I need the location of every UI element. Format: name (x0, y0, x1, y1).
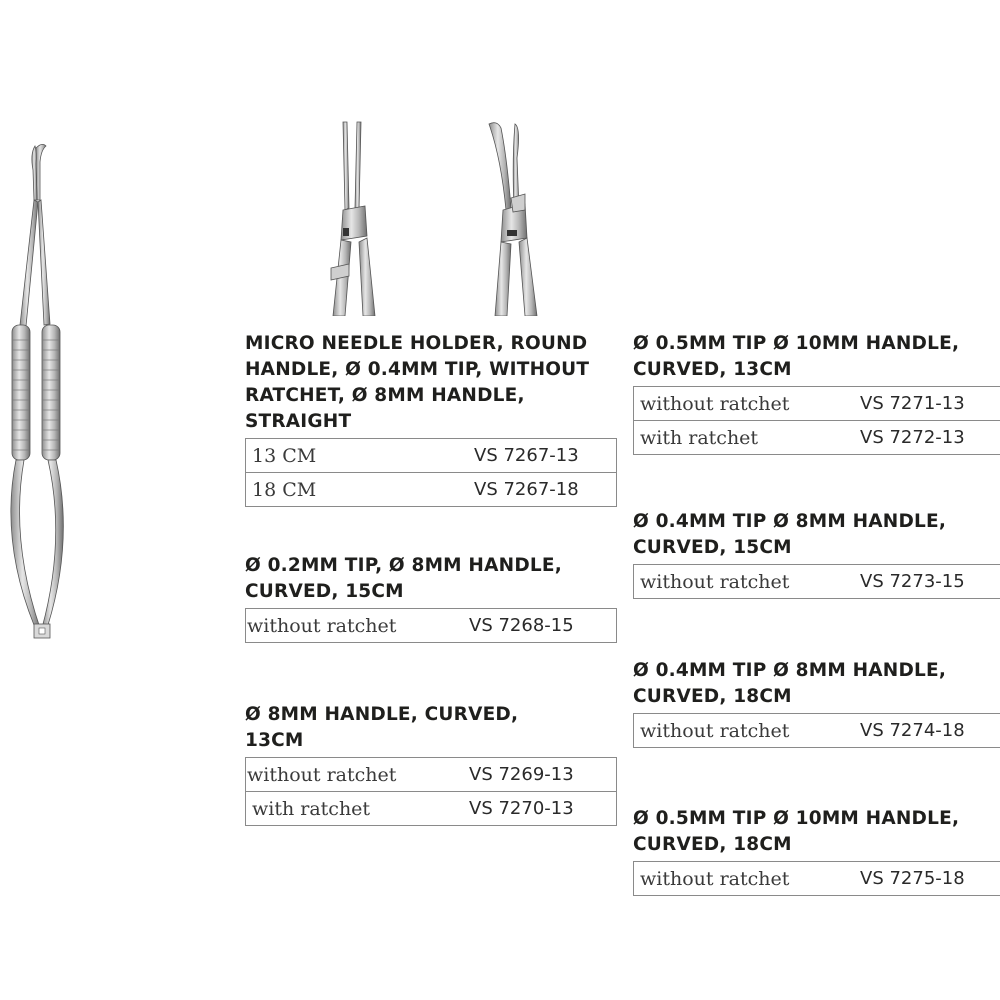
variant-code: VS 7269-13 (463, 758, 617, 792)
variant-code: VS 7268-15 (463, 609, 617, 643)
variant-code: VS 7275-18 (854, 862, 1000, 896)
product-heading: Ø 0.5MM TIP Ø 10MM HANDLE, CURVED, 18CM (633, 808, 960, 855)
variant-label: without ratchet (634, 714, 855, 748)
variant-label: 18 CM (246, 473, 469, 507)
product-block-7269 (245, 702, 617, 826)
variant-table (633, 713, 1000, 748)
variant-code: VS 7267-13 (468, 439, 617, 473)
table-row (634, 387, 1000, 421)
table-row (634, 862, 1000, 896)
product-block-7268 (245, 553, 617, 643)
straight-tip-closeup-illustration (325, 118, 385, 316)
variant-label: without ratchet (634, 387, 855, 421)
table-row (246, 792, 617, 826)
variant-code: VS 7274-18 (854, 714, 1000, 748)
table-row (634, 565, 1000, 599)
variant-table (633, 386, 1000, 455)
variant-table (633, 861, 1000, 896)
table-row (634, 421, 1000, 455)
product-heading: Ø 0.4MM TIP Ø 8MM HANDLE, CURVED, 18CM (633, 660, 947, 707)
variant-label: without ratchet (246, 609, 464, 643)
product-heading: Ø 0.2MM TIP, Ø 8MM HANDLE, CURVED, 15CM (245, 555, 562, 602)
table-row (634, 714, 1000, 748)
table-row (246, 609, 617, 643)
product-block-7275 (633, 806, 1000, 896)
variant-label: 13 CM (246, 439, 469, 473)
variant-label: without ratchet (246, 758, 464, 792)
variant-code: VS 7273-15 (854, 565, 1000, 599)
variant-table (245, 757, 617, 826)
curved-tip-closeup-illustration (485, 118, 545, 316)
product-block-7271 (633, 331, 1000, 455)
variant-table (245, 608, 617, 643)
product-heading: Ø 0.4MM TIP Ø 8MM HANDLE, CURVED, 15CM (633, 511, 947, 558)
variant-code: VS 7272-13 (854, 421, 1000, 455)
variant-table (245, 438, 617, 507)
product-heading: Ø 0.5MM TIP Ø 10MM HANDLE, CURVED, 13CM (633, 333, 960, 380)
variant-code: VS 7270-13 (463, 792, 617, 826)
product-block-7274 (633, 658, 1000, 748)
needle-holder-full-illustration (0, 140, 80, 650)
product-block-7273 (633, 509, 1000, 599)
variant-label: without ratchet (634, 862, 855, 896)
product-block-7267 (245, 331, 617, 507)
variant-table (633, 564, 1000, 599)
variant-label: with ratchet (634, 421, 855, 455)
table-row (246, 758, 617, 792)
product-heading: MICRO NEEDLE HOLDER, ROUND HANDLE, Ø 0.4MM TIP, WITHOUT RATCHET, Ø 8MM HANDLE, STRAIGHT (245, 333, 590, 432)
variant-label: without ratchet (634, 565, 855, 599)
table-row (246, 473, 617, 507)
variant-code: VS 7271-13 (854, 387, 1000, 421)
product-heading: Ø 8MM HANDLE, CURVED, 13CM (245, 704, 519, 751)
table-row (246, 439, 617, 473)
variant-label: with ratchet (246, 792, 464, 826)
variant-code: VS 7267-18 (468, 473, 617, 507)
